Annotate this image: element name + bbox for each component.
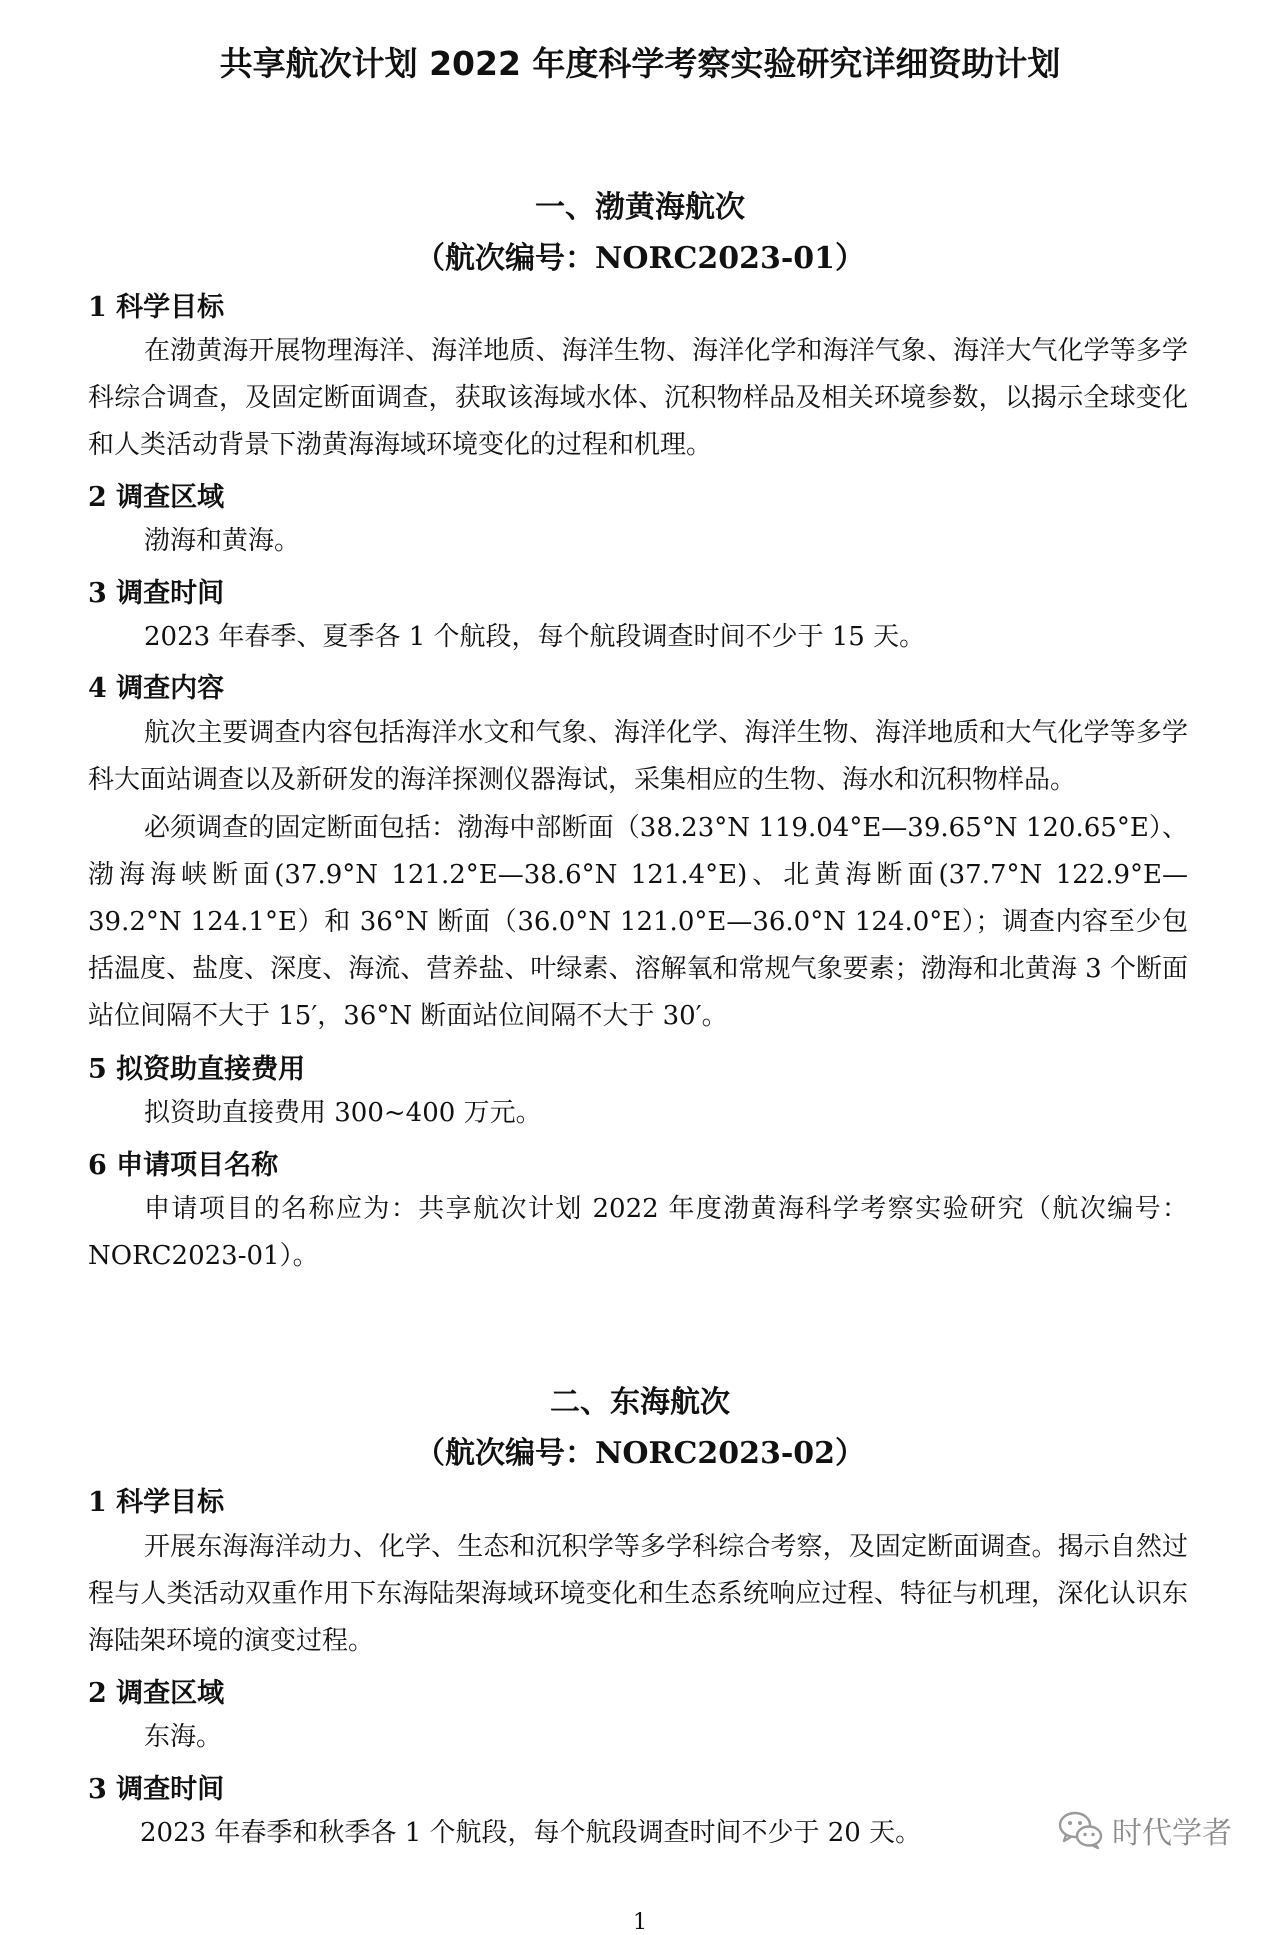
voyage2-code: （航次编号：NORC2023-02） — [414, 1436, 866, 1471]
document-title: 共享航次计划 2022 年度科学考察实验研究详细资助计划 — [219, 44, 1061, 83]
voyage1-section3-title: 3 调查时间 — [88, 578, 225, 609]
voyage2-section2-title: 2 调查区域 — [88, 1678, 225, 1709]
voyage1-code: （航次编号：NORC2023-01） — [414, 241, 866, 276]
voyage1-section2-title: 2 调查区域 — [88, 482, 225, 513]
voyage2-section3-text: 2023 年春季和秋季各 1 个航段，每个航段调查时间不少于 20 天。 — [140, 1818, 922, 1848]
voyage1-section5-title: 5 拟资助直接费用 — [88, 1054, 306, 1085]
watermark-text: 时代学者 — [1112, 1816, 1232, 1851]
voyage2-heading: 二、东海航次 — [550, 1385, 730, 1420]
voyage1-section4-text2: 必须调查的固定断面包括：渤海中部断面（38.23°N 119.04°E—39.65°N 120.65°E）、渤海海峡断面(37.9°N 121.2°E—38.6°N 121.4°E)、北黄海断面(37.7°N 122.9°E—39.2°N 124.1°E）和 36°N 断面（36.0°N 121.0°E—36.0°N 124.0°E）；调查内容至少包括温度、盐度、深度、海流、营养盐、叶绿素、溶解氧和常规气象要素；渤海和北黄海 3 个断面站位间隔不大于 15′，36°N 断面站位间隔不大于 30′。 — [88, 813, 1188, 1031]
wechat-icon — [1058, 1810, 1104, 1850]
voyage2-section2-text: 东海。 — [144, 1722, 223, 1752]
voyage1-section3-text: 2023 年春季、夏季各 1 个航段，每个航段调查时间不少于 15 天。 — [144, 622, 926, 652]
voyage1-section2-text: 渤海和黄海。 — [144, 526, 301, 556]
voyage1-heading: 一、渤黄海航次 — [535, 190, 745, 225]
voyage1-section5-text: 拟资助直接费用 300~400 万元。 — [144, 1098, 542, 1128]
voyage1-section1-text: 在渤黄海开展物理海洋、海洋地质、海洋生物、海洋化学和海洋气象、海洋大气化学等多学科综合调查，及固定断面调查，获取该海域水体、沉积物样品及相关环境参数，以揭示全球变化和人类活动背景下渤黄海海域环境变化的过程和机理。 — [88, 336, 1188, 460]
voyage1-section6-title: 6 申请项目名称 — [88, 1150, 279, 1181]
watermark — [1058, 1808, 1232, 1852]
voyage2-section1-text: 开展东海海洋动力、化学、生态和沉积学等多学科综合考察，及固定断面调查。揭示自然过程与人类活动双重作用下东海陆架海域环境变化和生态系统响应过程、特征与机理，深化认识东海陆架环境的演变过程。 — [88, 1532, 1188, 1656]
voyage1-section6-text: 申请项目的名称应为：共享航次计划 2022 年度渤黄海科学考察实验研究（航次编号：NORC2023-01）。 — [88, 1194, 1188, 1271]
voyage1-section4-text1: 航次主要调查内容包括海洋水文和气象、海洋化学、海洋生物、海洋地质和大气化学等多学科大面站调查以及新研发的海洋探测仪器海试，采集相应的生物、海水和沉积物样品。 — [88, 718, 1188, 795]
voyage2-section3-title: 3 调查时间 — [88, 1774, 225, 1805]
voyage1-section1-title: 1 科学目标 — [88, 292, 225, 323]
voyage1-section4-title: 4 调查内容 — [88, 673, 225, 704]
page-number: 1 — [633, 1910, 647, 1935]
voyage2-section1-title: 1 科学目标 — [88, 1487, 225, 1518]
